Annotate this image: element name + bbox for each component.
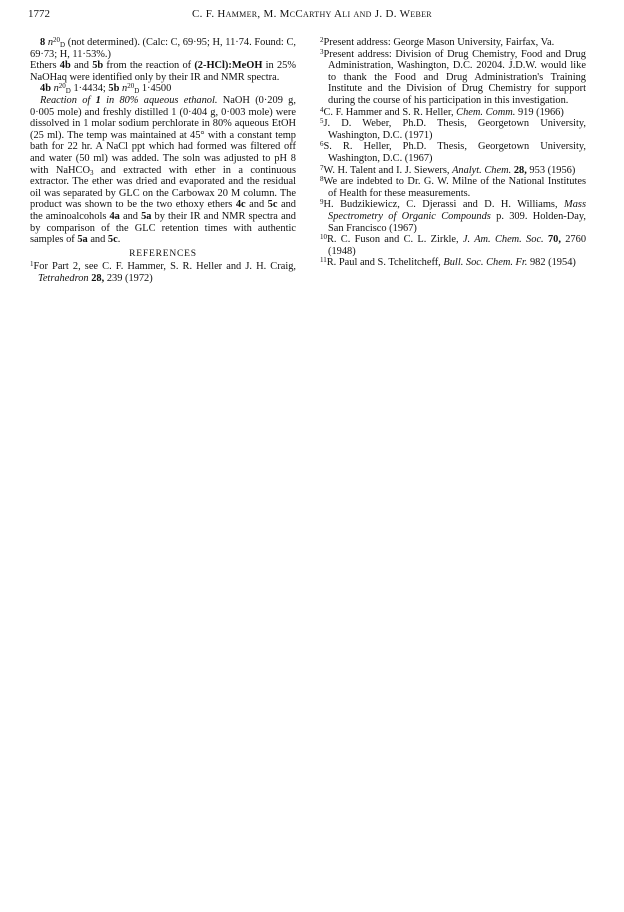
reference-number: 2	[320, 36, 324, 44]
journal-name: Bull. Soc. Chem. Fr.	[443, 257, 528, 269]
subscript: D	[60, 41, 66, 49]
reference-8	[320, 176, 586, 199]
text: Present address: Division of Drug Chemistry, Food and Drug Administration, Washington, D.C. 20204. J.D.W. would like to thank the Food and Drug Administration's Training Institute and the Division of Drug Chemistry for support during the course of his participation in this investigation.	[323, 48, 586, 106]
compound-label: 5b	[92, 60, 104, 72]
references-heading: REFERENCES	[129, 248, 197, 259]
text: and extracted with ether in a continuous extractor. The ether was dried and evaporated and the residual oil was separated by GLC on the Carbowax 20 M column. The product was shown to be the two ethoxy ethers	[30, 164, 297, 211]
reference-number: 11	[320, 256, 327, 265]
subscript: D	[65, 87, 71, 96]
text: in 25% NaOHaq were identified only by their IR and NMR spectra.	[30, 60, 296, 83]
reference-number: 10	[320, 233, 327, 242]
compound-label: (2-HCl):MeOH	[194, 60, 263, 72]
text: by their IR and NMR spectra and by comparison of the GLC retention times with authentic samples of	[30, 210, 296, 246]
paragraph-compound-8	[30, 37, 296, 60]
text: 953 (1956)	[526, 164, 576, 176]
reference-number: 8	[320, 175, 324, 184]
subscript: 3	[89, 168, 94, 177]
superscript: 20	[53, 36, 61, 44]
compound-label: 8	[40, 37, 46, 48]
reference-number: 1	[30, 260, 34, 269]
text: and	[245, 199, 268, 211]
text: W. H. Talent and I. J. Siewers,	[323, 164, 453, 176]
text: C. F. Hammer and S. R. Heller,	[323, 106, 457, 118]
subscript: D	[134, 87, 140, 96]
reference-7	[320, 165, 586, 177]
text: and	[70, 60, 93, 72]
text: and	[119, 210, 142, 222]
compound-label: 5b	[108, 83, 120, 95]
paragraph-reaction	[30, 95, 296, 246]
reference-1	[30, 261, 296, 284]
reference-6	[320, 141, 586, 164]
compound-label: 5a	[77, 234, 88, 246]
superscript: 20	[58, 82, 66, 91]
left-column	[30, 37, 296, 284]
refractive-index-symbol: n	[53, 83, 59, 95]
refractive-index-symbol: n	[121, 83, 128, 95]
reference-10	[320, 234, 586, 257]
running-title: C. F. Hammer, M. McCarthy Ali and J. D. Weber	[192, 8, 432, 20]
text: 919 (1966)	[515, 106, 564, 118]
journal-name: J. Am. Chem. Soc.	[462, 234, 544, 246]
text: .	[117, 234, 121, 246]
journal-name: Chem. Comm.	[456, 106, 516, 118]
page-number: 1772	[28, 8, 50, 20]
text: S. R. Heller, Ph.D. Thesis, Georgetown University, Washington, D.C. (1967)	[323, 141, 586, 164]
text: p. 309. Holden-Day, San Francisco (1967)	[328, 210, 586, 234]
text: 982 (1954)	[527, 257, 576, 269]
section-heading: Reaction of	[40, 94, 96, 106]
compound-label: 4b	[59, 60, 71, 72]
paragraph-text: (not determined). (Calc: C, 69·95; H, 11·74. Found: C, 69·73; H, 11·53%.)	[30, 37, 296, 60]
text: R. C. Fuson and C. L. Zirkle,	[327, 234, 463, 246]
text: and	[87, 234, 108, 246]
paragraph-ethers	[30, 60, 296, 83]
text: For Part 2, see C. F. Hammer, S. R. Heller and J. H. Craig,	[33, 261, 296, 273]
text: R. Paul and S. Tchelitcheff,	[326, 257, 444, 269]
compound-label: 4b	[40, 83, 51, 95]
text: NaOH (0·209 g, 0·005 mole) and freshly distilled 1 (0·404 g, 0·003 mole) were dissolved in 1 molar sodium perchlorate in 80% aqueous EtOH (25 ml). The temp was maintained at 45° with a constant temp bath for 22 hr. A NaCl ppt which had formed was filtered off and water (50 ml) was added. The soln was adjusted to pH 8 with NaHCO	[30, 94, 296, 176]
reference-number: 3	[320, 47, 324, 56]
reference-5	[320, 118, 586, 141]
text: Ethers	[30, 60, 60, 72]
paragraph-refractive-indices	[30, 83, 296, 95]
compound-label: 5c	[107, 234, 118, 246]
text: and the aminoalcohols	[30, 199, 296, 222]
compound-label: 5a	[141, 210, 152, 222]
text: Present address: George Mason University, Fairfax, Va.	[323, 37, 555, 48]
compound-label: 1	[95, 94, 101, 106]
reference-number: 4	[320, 105, 324, 114]
text: 239 (1972)	[104, 272, 153, 284]
journal-name: Tetrahedron	[38, 272, 89, 284]
compound-label: 4a	[109, 210, 120, 222]
reference-4	[320, 107, 586, 119]
text: 1·4434;	[70, 83, 109, 95]
reference-9	[320, 199, 586, 234]
refractive-index-symbol: n	[47, 37, 54, 48]
text: We are indebted to Dr. G. W. Milne of the National Institutes of Health for these measurements.	[323, 176, 586, 199]
superscript: 20	[127, 82, 135, 91]
book-title: Mass Spectrometry of Organic Compounds	[328, 199, 586, 222]
running-header	[28, 8, 596, 24]
reference-2	[320, 37, 586, 49]
volume: 28,	[88, 272, 105, 284]
volume: 70,	[543, 234, 561, 246]
text: J. D. Weber, Ph.D. Thesis, Georgetown University, Washington, D.C. (1971)	[323, 118, 586, 141]
right-column	[320, 37, 586, 269]
journal-name: Analyt. Chem.	[452, 164, 512, 176]
reference-number: 7	[320, 163, 324, 172]
reference-number: 5	[320, 117, 324, 126]
text: H. Budzikiewicz, C. Djerassi and D. H. Williams,	[323, 199, 565, 211]
section-heading: in 80% aqueous ethanol.	[100, 94, 218, 106]
reference-number: 9	[320, 198, 324, 207]
compound-label: 4c	[235, 199, 246, 211]
reference-11	[320, 257, 586, 269]
text: 2760 (1948)	[328, 234, 587, 257]
text: 1·4500	[139, 83, 172, 95]
volume: 28,	[511, 164, 527, 176]
compound-label: 5c	[267, 199, 278, 211]
reference-3	[320, 49, 586, 107]
text: from the reaction of	[103, 60, 195, 72]
reference-number: 6	[320, 140, 324, 149]
